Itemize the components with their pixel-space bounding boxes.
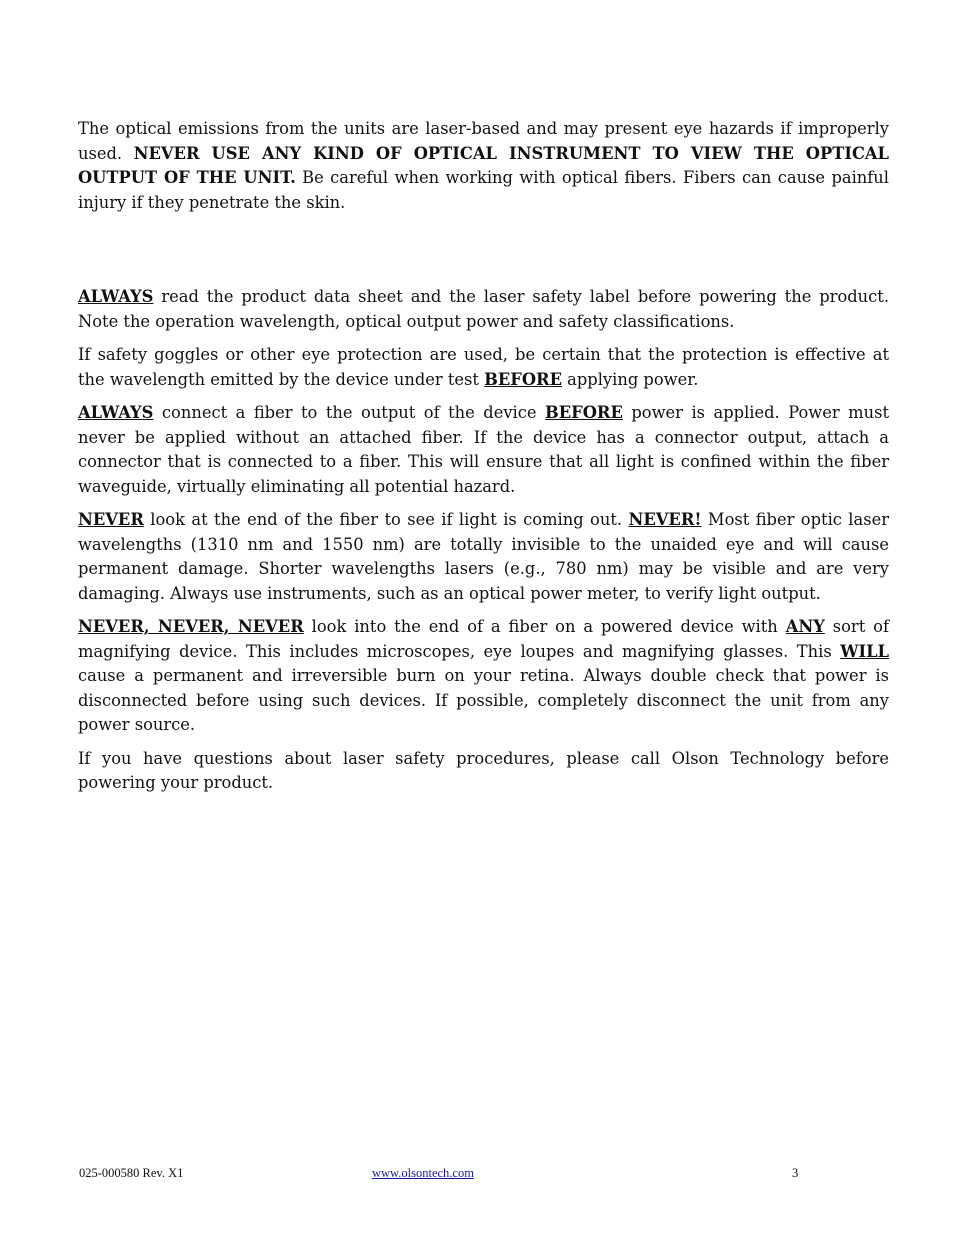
p3-emphasis-before: BEFORE [545, 403, 623, 422]
never-look-paragraph [78, 508, 889, 606]
safety-goggles-paragraph [78, 343, 889, 392]
intro-text-2: Be careful when working with optical fibers. Fibers can cause painful injury if they penetrate the skin. [78, 168, 889, 212]
p4-text-1: look at the end of the fiber to see if light is coming out. [143, 510, 629, 529]
questions-paragraph [78, 747, 889, 796]
p3-text-1: connect a fiber to the output of the device [153, 403, 546, 422]
magnifying-device-paragraph [78, 615, 889, 738]
website-link[interactable]: www.olsontech.com [372, 1166, 474, 1180]
p1-text: read the product data sheet and the laser safety label before powering the product. Note the operation wavelength, optical output power and safety classifications. [78, 287, 889, 331]
p4-text-2: Most fiber optic laser wavelengths (1310 nm and 1550 nm) are totally invisible to the unaided eye and will cause permanent damage. Shorter wavelengths lasers (e.g., 780 nm) may be visible and are very damaging. Always use instruments, such as an optical power meter, to verify light output. [78, 510, 889, 603]
intro-warning-bold: NEVER USE ANY KIND OF OPTICAL INSTRUMENT TO VIEW THE OPTICAL OUTPUT OF THE UNIT. [78, 143, 889, 187]
p3-text-2: power is applied. Power must never be applied without an attached fiber. If the device has a connector output, attach a connector that is connected to a fiber. This will ensure that all light is confined within the fiber waveguide, virtually eliminating all potential hazard. [78, 403, 889, 496]
connect-fiber-paragraph [78, 401, 889, 499]
p5-emphasis-never-triple: NEVER, NEVER, NEVER [78, 617, 304, 636]
p5-text-1: look into the end of a fiber on a powered device with [303, 617, 786, 636]
laser-hazard-intro-paragraph [78, 117, 889, 215]
document-body [78, 117, 889, 796]
page-number: 3 [792, 1166, 799, 1180]
p2-text-2: applying power. [562, 369, 699, 389]
p2-text-1: If safety goggles or other eye protection are used, be certain that the protection is effective at the wavelength emitted by the device under test [78, 345, 889, 389]
p1-emphasis-always: ALWAYS [78, 287, 154, 306]
p6-text: If you have questions about laser safety procedures, please call Olson Technology before powering your product. [78, 748, 889, 792]
p3-emphasis-always: ALWAYS [78, 403, 154, 422]
p5-text-2: sort of magnifying device. This includes microscopes, eye loupes and magnifying glasses. This [78, 617, 889, 661]
document-revision-id: 025-000580 Rev. X1 [79, 1166, 184, 1180]
p5-text-3: cause a permanent and irreversible burn on your retina. Always double check that power is disconnected before using such devices. If possible, completely disconnect the unit from any power source. [78, 666, 889, 734]
p4-emphasis-never-exclaim: NEVER! [628, 510, 702, 529]
p2-emphasis-before: BEFORE [484, 369, 562, 389]
page-footer [0, 1166, 954, 1184]
intro-text-1: The optical emissions from the units are laser-based and may present eye hazards if improperly used. [78, 119, 889, 163]
p5-emphasis-will: WILL [840, 641, 889, 661]
p4-emphasis-never: NEVER [78, 510, 144, 529]
p5-emphasis-any: ANY [785, 617, 825, 636]
always-read-datasheet-paragraph [78, 285, 889, 334]
